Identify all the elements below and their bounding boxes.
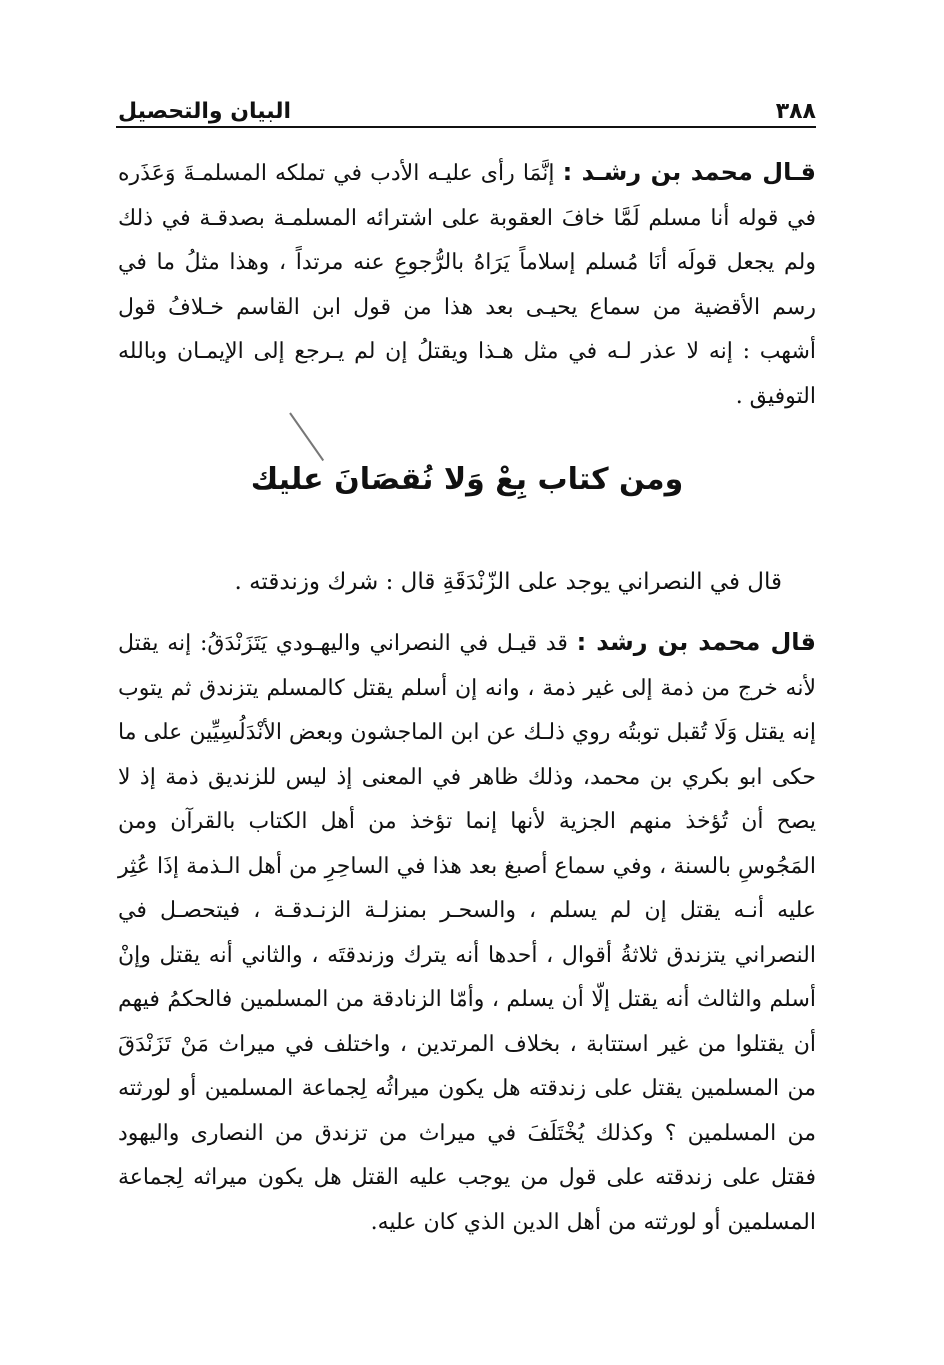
speaker-label: قال محمد بن رشد :: [576, 628, 816, 656]
header-rule: [116, 126, 816, 128]
section-heading: ومن كتاب بِعْ وَلا نُقصَانَ عليك: [250, 462, 684, 497]
running-head: [118, 84, 816, 124]
page-number: ٣٨٨: [775, 99, 816, 124]
speaker-label: قـال محمد بن رشـد :: [562, 158, 817, 186]
paragraph-text: إنَّمَا رأى عليـه الأدب في تملكه المسلمـةَ وَعَذَره في قوله أنا مسلم لَمَّا خافَ العقوبة على اشترائه المسلمـة بصدقـة في ذلك ولم يجعل قولَه أنَا مُسلم إسلاماً يَرَاهُ بالرُّجوعِ عنه مرتداً ، وهذا مثلُ ما في رسم الأقضية من سماع يحيـى بعد هذا من قول ابن القاسم خـلافُ قول أشهب : إنه لا عذر لـه في مثل هـذا ويقتلُ إن لم يـرجع إلى الإيمـان وبالله التوفيق .: [118, 161, 816, 409]
book-title: البيان والتحصيل: [118, 99, 292, 124]
commentary-paragraph-1: [118, 150, 816, 419]
question-text: قال في النصراني يوجد على الزّنْدَقَةِ قال : شرك وزندقته .: [234, 569, 782, 595]
commentary-paragraph-2: [118, 620, 816, 1245]
paragraph-text: قد قيـل في النصراني واليهـودي يَتَزَنْدَقُ: إنه يقتل لأنه خرج من ذمة إلى غير ذمة ، وانه إن أسلم يقتل كالمسلم يتزندق ثم يتوب إنه يقتل وَلَا تُقبل توبتُه روي ذلـك عن ابن الماجشون وبعض الأنْدَلُسِيِّين على ما حكى ابو بكري بن محمد، وذلك ظاهر في المعنى إذ ليس للزنديق ذمة إذ لا يصح أن تُؤخذ منهم الجزية لأنها إنما تؤخذ من أهل الكتاب بالقرآن ومن المَجُوسِ بالسنة ، وفي سماع أصبغ بعد هذا في الساحِرِ من أهل الـذمة إذَا عُثِر عليه أنـه يقتل إن لم يسلم ، والسحـر بمنزلـة الزنـدقـة ، فيتحصـل في النصراني يتزندق ثلاثةُ أقوال ، أحدها أنه يترك وزندقتَه ، والثاني أنه يقتل وإنْ أسلم والثالث أنه يقتل إلّا أن يسلم ، وأمّا الزنادقة من المسلمين فالحكمُ فيهم أن يقتلوا من غير استتابة ، بخلاف المرتدين ، واختلف في ميراث مَنْ تَزَنْدَقَ من المسلمين يقتل على زندقته هل يكون ميراثُه لِجماعة المسلمين أو لورثته من المسلمين ؟ وكذلك يُخْتَلَفَ في ميراث من تزندق من النصارى واليهود فقتل على زندقته على قول من يوجب عليه القتل هل يكون ميراثه لِجماعة المسلمين أو لورثته من أهل الدين الذي كان عليه.: [118, 631, 817, 1235]
scan-mark: [289, 412, 324, 461]
